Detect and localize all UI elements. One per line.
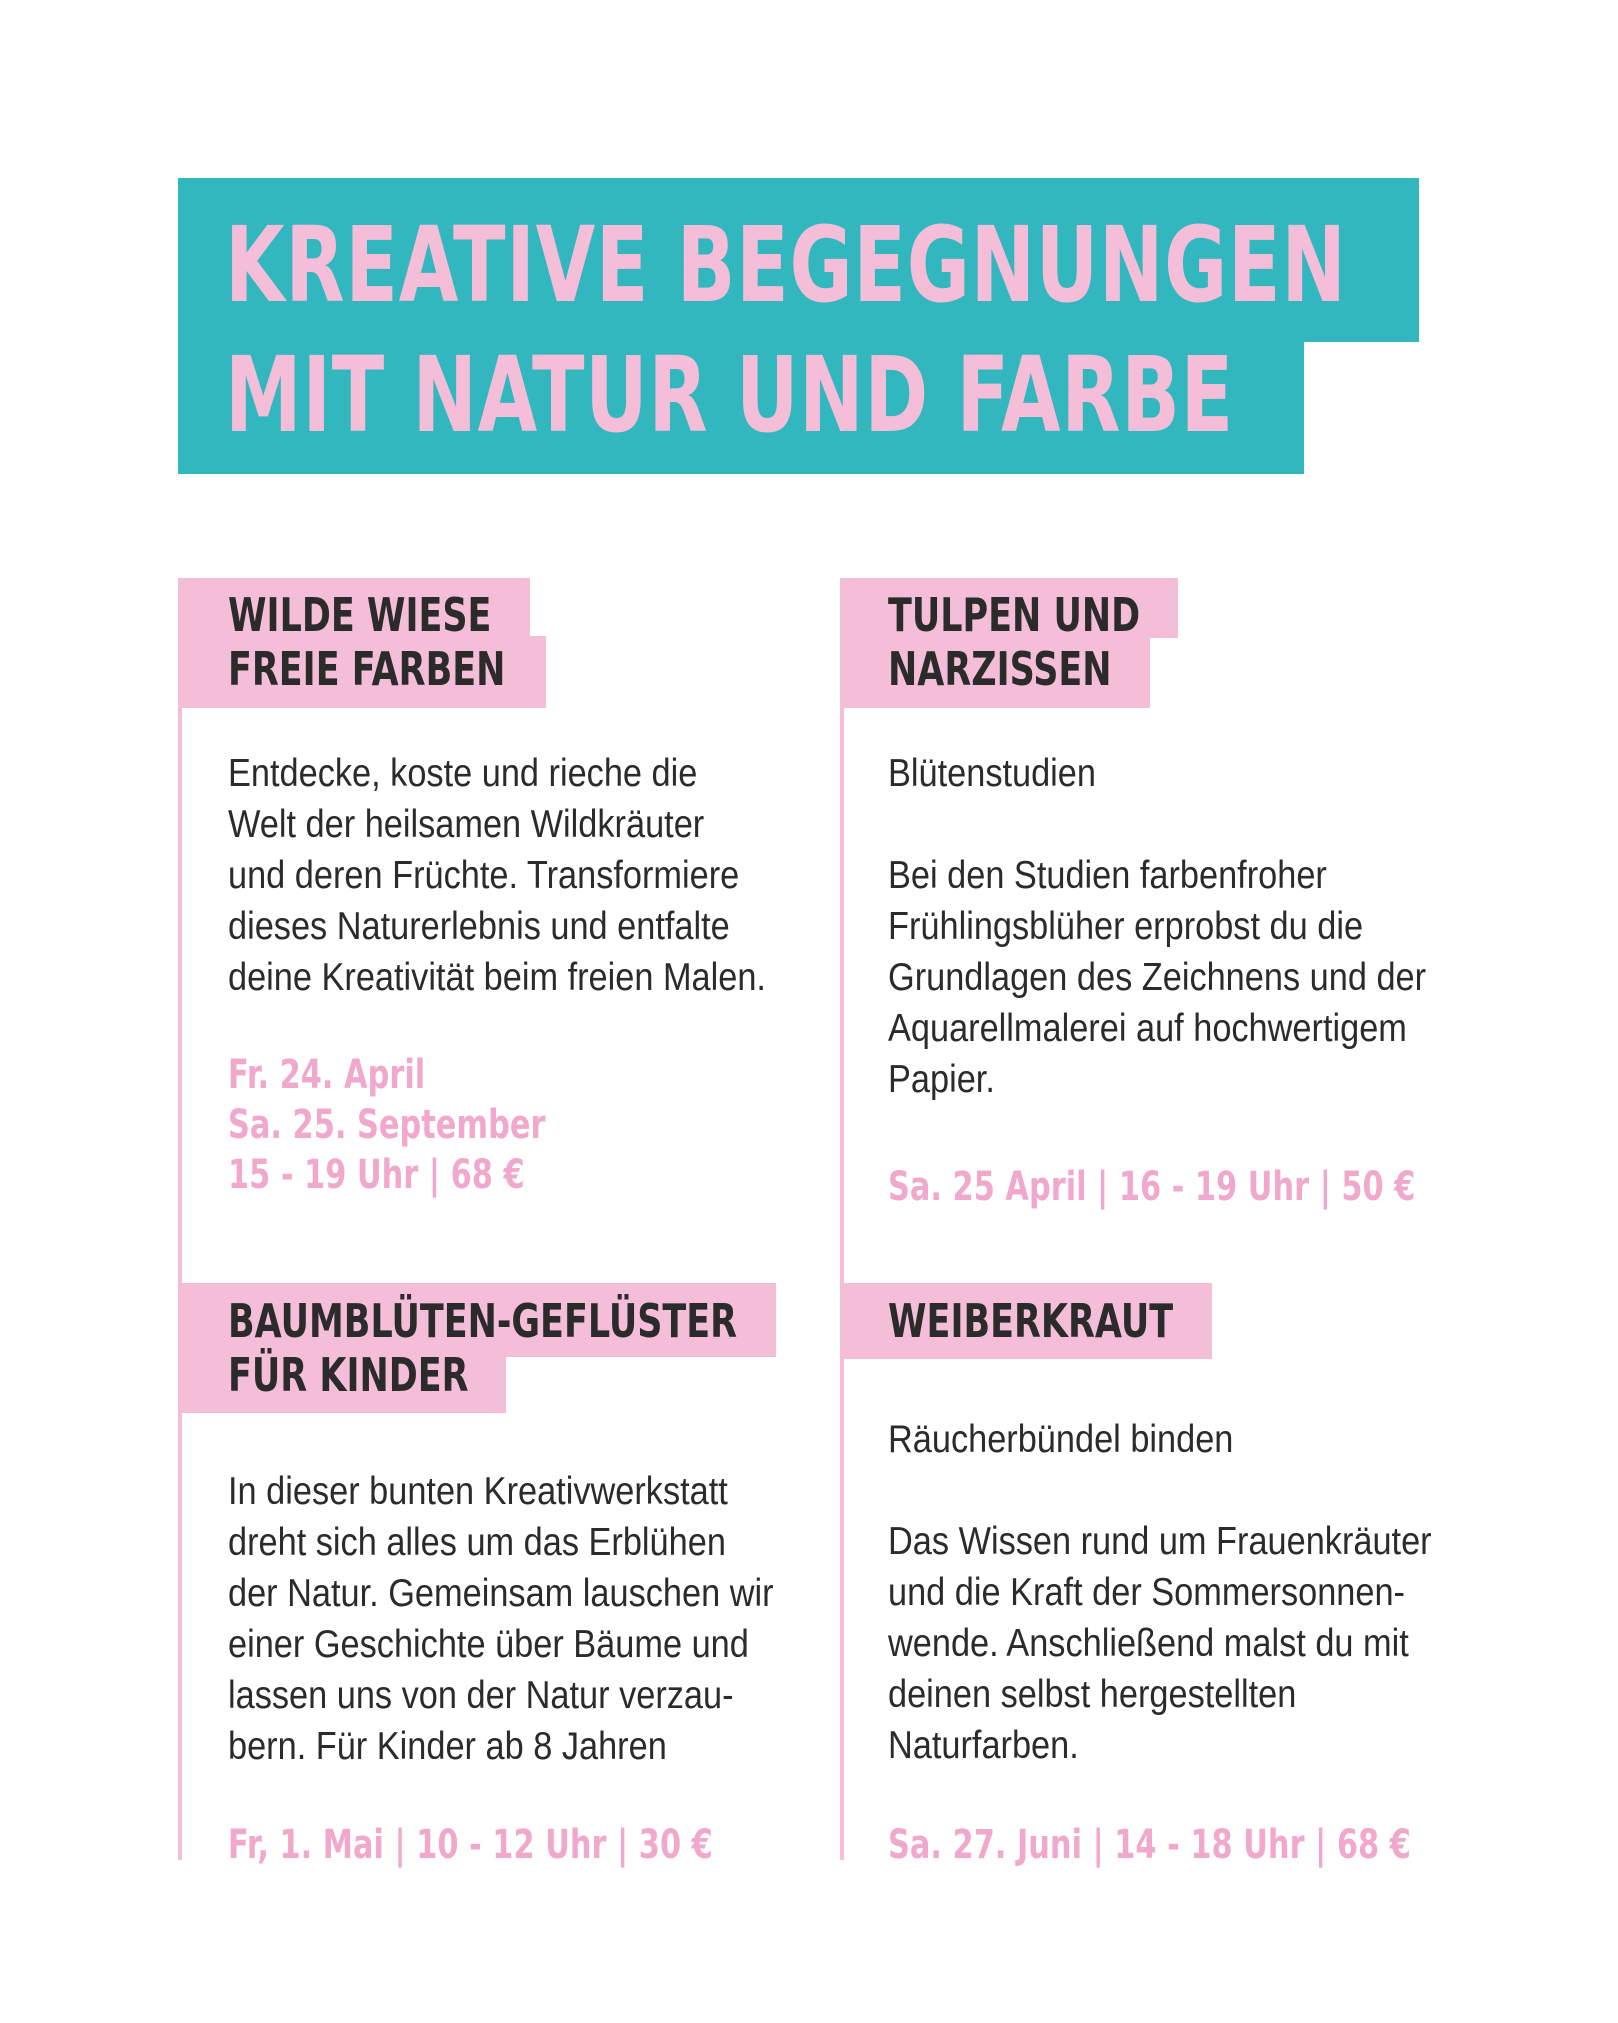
workshop-description: Entdecke, koste und rieche die Welt der heilsamen Wildkräuter und deren Früchte. Transformiere dieses Naturerlebnis und entfalte deine Kreativität beim freien Malen.: [228, 752, 766, 999]
workshop-title-line-1: TULPEN UND: [888, 588, 1141, 642]
workshop-title-line-1: BAUMBLÜTEN-GEFLÜSTER: [228, 1294, 738, 1348]
workshop-title: WEIBERKRAUT: [888, 1294, 1174, 1348]
right-column-line: [840, 580, 844, 1860]
workshop-title-line-2: FÜR KINDER: [228, 1348, 469, 1402]
workshop-description: Blütenstudien Bei den Studien farbenfroher Frühlingsblüher erprobst du die Grundlagen des Zeichnens und der Aquarellmalerei auf hochwertigem Papier.: [888, 752, 1427, 1101]
workshop-title-line-2: FREIE FARBEN: [228, 642, 506, 696]
workshop-dates: Fr. 24. April Sa. 25. September 15 - 19 Uhr | 68 €: [228, 1052, 546, 1198]
workshop-dates: Sa. 25 April | 16 - 19 Uhr | 50 €: [888, 1164, 1416, 1210]
workshop-dates: Fr, 1. Mai | 10 - 12 Uhr | 30 €: [228, 1822, 713, 1868]
workshop-description: In dieser bunten Kreativwerkstatt dreht sich alles um das Erblühen der Natur. Gemeinsam lauschen wir einer Geschichte über Bäume und lassen uns von der Natur verzau- bern. Für Kinder ab 8 Jahren: [228, 1470, 774, 1768]
workshop-title-line-2: NARZISSEN: [888, 642, 1112, 696]
left-column-line: [178, 580, 182, 1860]
page-title-line-1: KREATIVE BEGEGNUNGEN: [225, 204, 1347, 326]
workshop-dates: Sa. 27. Juni | 14 - 18 Uhr | 68 €: [888, 1822, 1411, 1868]
page-title-line-2: MIT NATUR UND FARBE: [225, 334, 1234, 456]
workshop-description: Räucherbündel binden Das Wissen rund um Frauenkräuter und die Kraft der Sommersonnen- wende. Anschließend malst du mit deinen selbst hergestellten Naturfarben.: [888, 1418, 1432, 1767]
workshop-title-line-1: WILDE WIESE: [228, 588, 492, 642]
